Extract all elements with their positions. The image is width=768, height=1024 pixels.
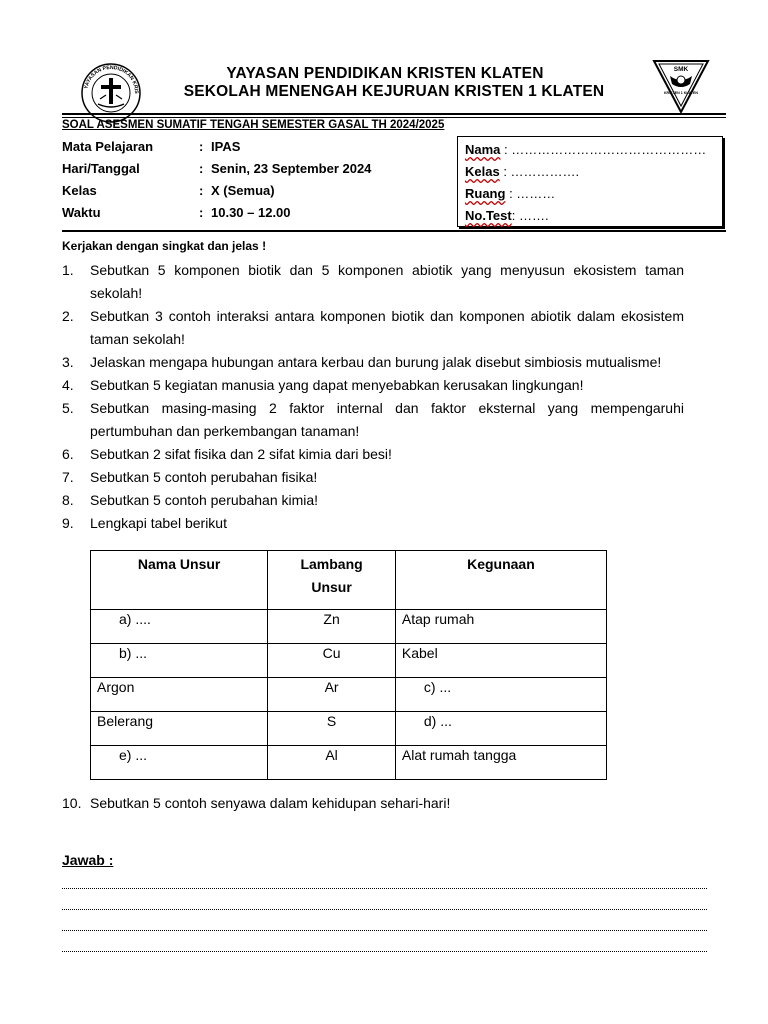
answer-line[interactable] xyxy=(62,888,707,889)
header-rule xyxy=(62,113,726,115)
id-fill: : ……. xyxy=(511,208,549,223)
info-colon: : xyxy=(199,183,204,198)
logo-left-text: YAYASAN PENDIDIKAN KRIS xyxy=(83,64,140,94)
id-key: Kelas xyxy=(465,164,500,179)
id-fill: : ……………………………………… xyxy=(500,142,707,157)
id-line-test-number[interactable] xyxy=(465,208,549,223)
question-number: 8. xyxy=(62,492,74,508)
table-cell: Argon xyxy=(91,678,268,712)
table-row xyxy=(91,610,607,644)
table-cell: Kabel xyxy=(395,644,606,678)
header-rule-thin xyxy=(62,117,726,118)
info-label: Kelas xyxy=(62,183,97,198)
answer-label: Jawab : xyxy=(62,852,114,868)
info-colon: : xyxy=(199,161,204,176)
question-text: Sebutkan 2 sifat fisika dan 2 sifat kimia dari besi! xyxy=(90,446,392,462)
column-header: Kegunaan xyxy=(395,551,606,610)
info-label: Mata Pelajaran xyxy=(62,139,154,154)
question-text: Sebutkan 5 kegiatan manusia yang dapat menyebabkan kerusakan lingkungan! xyxy=(90,377,584,393)
table-cell: a) .... xyxy=(91,610,268,644)
question-text: Sebutkan 5 contoh perubahan kimia! xyxy=(90,492,319,508)
question-number: 9. xyxy=(62,515,74,531)
question-text: Sebutkan 3 contoh interaksi antara komponen biotik dan komponen abiotik dalam ekosistem taman sekolah! xyxy=(90,308,684,347)
question-text: Sebutkan 5 contoh perubahan fisika! xyxy=(90,469,318,485)
question-text: Lengkapi tabel berikut xyxy=(90,515,227,531)
id-line-class[interactable] xyxy=(465,164,579,179)
question-text: Sebutkan 5 contoh senyawa dalam kehidupan sehari-hari! xyxy=(90,795,451,811)
exam-title: SOAL ASESMEN SUMATIF TENGAH SEMESTER GASAL TH 2024/2025 xyxy=(62,119,445,131)
table-cell: Zn xyxy=(268,610,396,644)
table-row xyxy=(91,746,607,780)
info-label: Waktu xyxy=(62,205,101,220)
info-value: IPAS xyxy=(211,139,241,154)
table-cell: Atap rumah xyxy=(395,610,606,644)
table-cell: Alat rumah tangga xyxy=(395,746,606,780)
info-value: X (Semua) xyxy=(211,183,275,198)
question-number: 3. xyxy=(62,354,74,370)
table-row xyxy=(91,678,607,712)
table-cell: e) ... xyxy=(91,746,268,780)
question-text: Sebutkan 5 komponen biotik dan 5 komponen abiotik yang menyusun ekosistem taman sekolah! xyxy=(90,262,684,301)
table-cell: d) ... xyxy=(395,712,606,746)
question-number: 1. xyxy=(62,262,74,278)
student-id-box xyxy=(457,136,723,227)
school-logo xyxy=(650,58,712,114)
column-header xyxy=(268,551,396,610)
table-row xyxy=(91,644,607,678)
instruction: Kerjakan dengan singkat dan jelas ! xyxy=(62,239,267,253)
question-number: 4. xyxy=(62,377,74,393)
element-table xyxy=(90,550,607,780)
question-number: 6. xyxy=(62,446,74,462)
id-line-room[interactable] xyxy=(465,186,555,201)
column-header-text: Lambang Unsur xyxy=(300,556,363,595)
id-key: Ruang xyxy=(465,186,506,201)
id-fill: : ……… xyxy=(505,186,556,201)
table-cell: b) ... xyxy=(91,644,268,678)
info-colon: : xyxy=(199,205,204,220)
section-rule xyxy=(62,230,726,232)
answer-line[interactable] xyxy=(62,951,707,952)
table-cell: S xyxy=(268,712,396,746)
info-colon: : xyxy=(199,139,204,154)
id-fill: : ……………. xyxy=(499,164,580,179)
school-name: SEKOLAH MENENGAH KEJURUAN KRISTEN 1 KLATEN xyxy=(183,83,605,100)
info-label: Hari/Tanggal xyxy=(62,161,140,176)
question-text: Jelaskan mengapa hubungan antara kerbau dan burung jalak disebut simbiosis mutualisme! xyxy=(90,354,662,370)
info-value: 10.30 – 12.00 xyxy=(211,205,291,220)
table-cell: c) ... xyxy=(395,678,606,712)
table-cell: Cu xyxy=(268,644,396,678)
table-cell: Al xyxy=(268,746,396,780)
question-text: Sebutkan masing-masing 2 faktor internal dan faktor eksternal yang mempengaruhi pertumbuhan dan perkembangan tanaman! xyxy=(90,400,684,439)
id-key: No.Test xyxy=(465,208,512,223)
logo-right-top: SMK xyxy=(673,66,689,73)
id-line-name[interactable] xyxy=(465,142,706,157)
question-number: 5. xyxy=(62,400,74,416)
table-row xyxy=(91,712,607,746)
question-number: 2. xyxy=(62,308,74,324)
answer-line[interactable] xyxy=(62,909,707,910)
table-cell: Belerang xyxy=(91,712,268,746)
question-number: 7. xyxy=(62,469,74,485)
table-cell: Ar xyxy=(268,678,396,712)
foundation-name: YAYASAN PENDIDIKAN KRISTEN KLATEN xyxy=(226,65,544,82)
logo-right-bottom: KRISTEN 1 KLATEN xyxy=(663,91,699,95)
column-header: Nama Unsur xyxy=(91,551,268,610)
answer-line[interactable] xyxy=(62,930,707,931)
id-key: Nama xyxy=(465,142,501,157)
info-value: Senin, 23 September 2024 xyxy=(211,161,372,176)
question-number: 10. xyxy=(62,795,82,811)
table-header-row xyxy=(91,551,607,610)
